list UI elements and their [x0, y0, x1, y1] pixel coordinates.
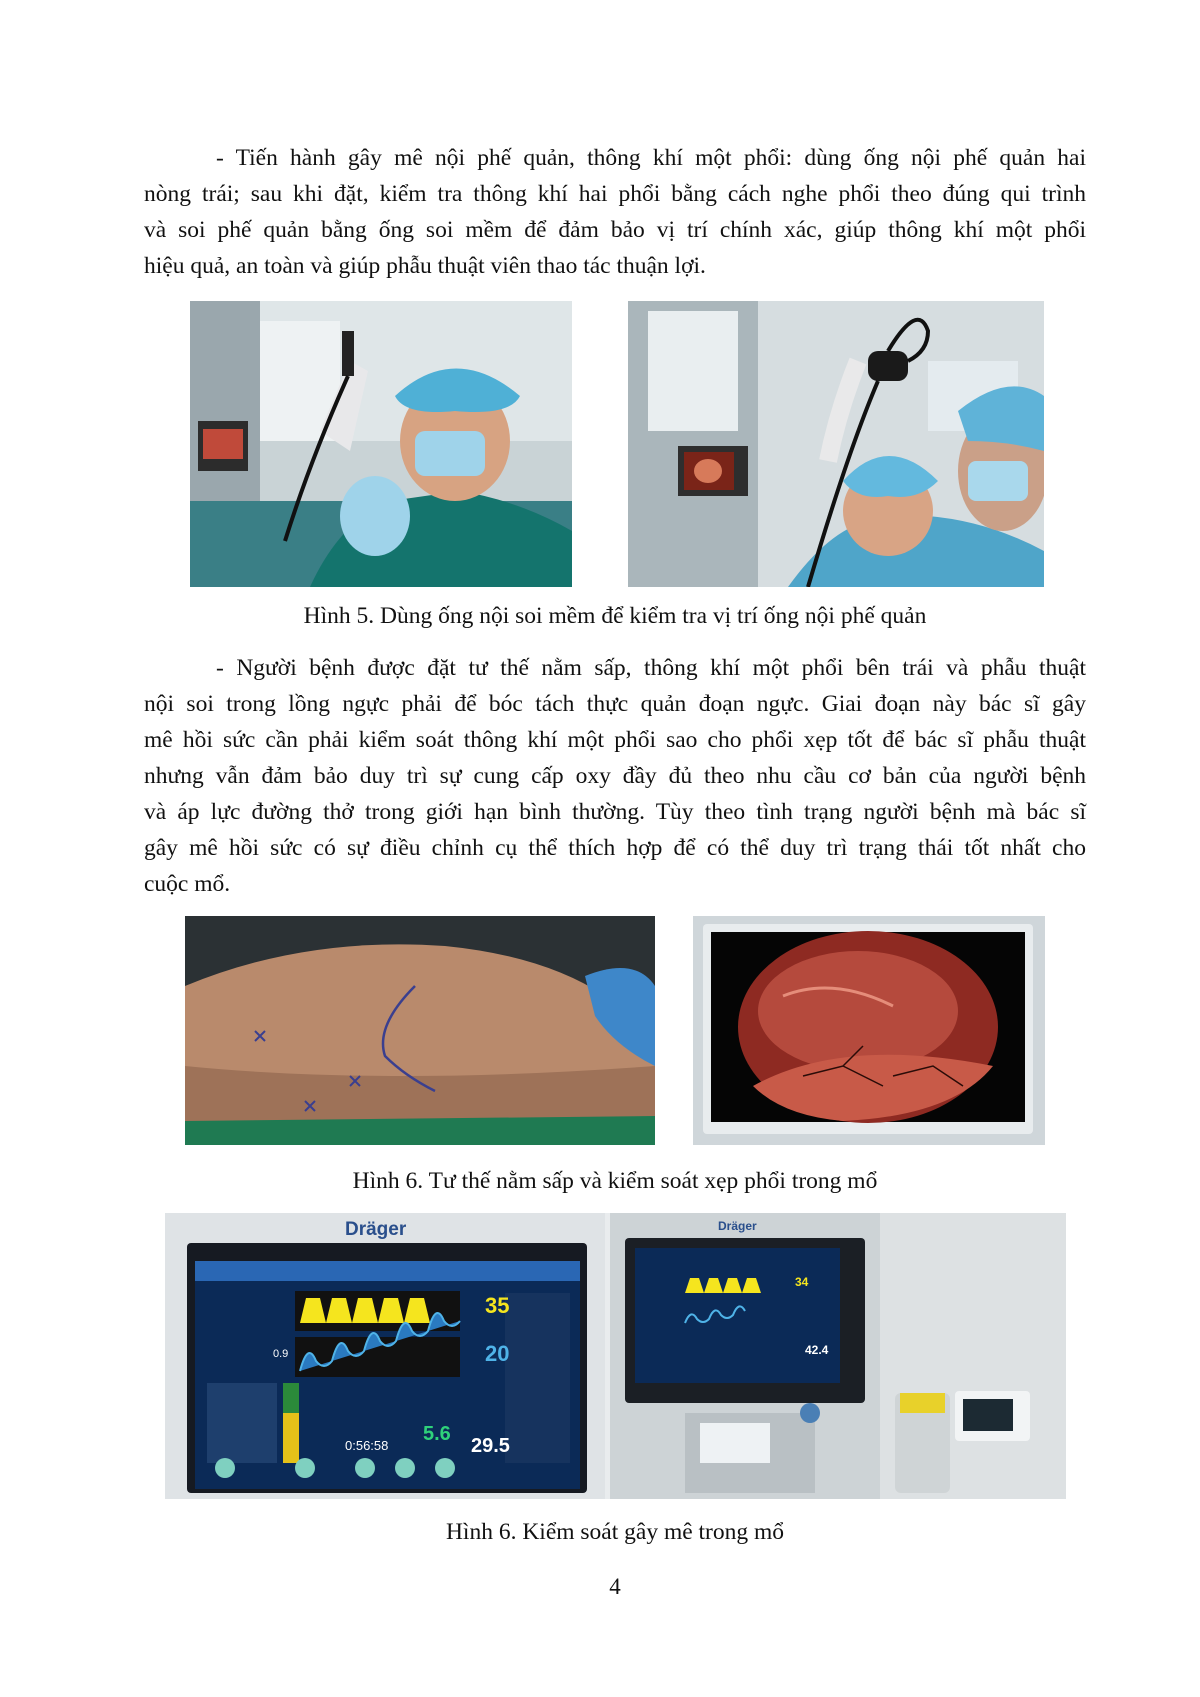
text-line: cuộc mổ. — [144, 871, 231, 897]
figure5-caption: Hình 5. Dùng ống nội soi mềm để kiểm tra vị trí ống nội phế quản — [303, 603, 927, 629]
text-line: gây mê hồi sức có sự điều chỉnh cụ thể thích hợp để có thể duy trì trạng thái tốt nhất cho — [144, 835, 1086, 861]
brand-label-right: Dräger — [718, 1219, 757, 1233]
text-line: mê hồi sức cần phải kiểm soát thông khí một phổi sao cho phổi xẹp tốt để bác sĩ phẫu thuật — [144, 727, 1086, 753]
figure6b-caption: Hình 6. Kiểm soát gây mê trong mổ — [445, 1519, 785, 1545]
photo-bronchoscopy-right — [628, 301, 1044, 587]
text-line: - Người bệnh được đặt tư thế nằm sấp, thông khí một phổi bên trái và phẫu thuật — [216, 655, 1086, 681]
brand-label-left: Dräger — [345, 1219, 407, 1240]
monitor-compliance-value: 29.5 — [471, 1435, 510, 1457]
monitor-mac-value: 0.9 — [273, 1348, 289, 1360]
text-line: nội soi trong lồng ngực phải để bóc tách thực quản đoạn ngực. Giai đoạn này bác sĩ gây — [144, 691, 1086, 717]
monitor-timer: 0:56:58 — [345, 1438, 389, 1453]
page-number: 4 — [609, 1574, 621, 1599]
photo-endoscopic-monitor — [693, 916, 1045, 1145]
monitor-co2-value: 35 — [485, 1293, 510, 1318]
monitor-pressure-value: 20 — [485, 1341, 510, 1366]
text-line: nòng trái; sau khi đặt, kiểm tra thông khí hai phổi bằng cách nghe phổi theo đúng qui trình — [144, 181, 1086, 207]
figure6a-caption: Hình 6. Tư thế nằm sấp và kiểm soát xẹp phổi trong mổ — [352, 1168, 878, 1194]
photo-anesthesia-machines — [165, 1213, 1066, 1499]
text-line: - Tiến hành gây mê nội phế quản, thông khí một phổi: dùng ống nội phế quản hai — [216, 145, 1086, 171]
photo-prone-position — [185, 916, 655, 1145]
text-line: và soi phế quản bằng ống soi mềm để đảm bảo vị trí chính xác, giúp thông khí một phổi — [144, 217, 1086, 243]
photo-bronchoscopy-left — [190, 301, 572, 587]
text-line: nhưng vẫn đảm bảo duy trì sự cung cấp oxy đầy đủ theo nhu cầu cơ bản của người bệnh — [144, 763, 1086, 789]
monitor-right-value: 42.4 — [805, 1343, 829, 1357]
text-line: và áp lực đường thở trong giới hạn bình thường. Tùy theo tình trạng người bệnh mà bác sĩ — [144, 799, 1086, 825]
monitor-right-co2: 34 — [795, 1275, 809, 1289]
text-line: hiệu quả, an toàn và giúp phẫu thuật viên thao tác thuận lợi. — [144, 253, 706, 279]
monitor-volume-value: 5.6 — [423, 1423, 451, 1445]
paragraph-one-lung-ventilation — [144, 650, 1086, 902]
paragraph-intubation — [144, 140, 1086, 284]
